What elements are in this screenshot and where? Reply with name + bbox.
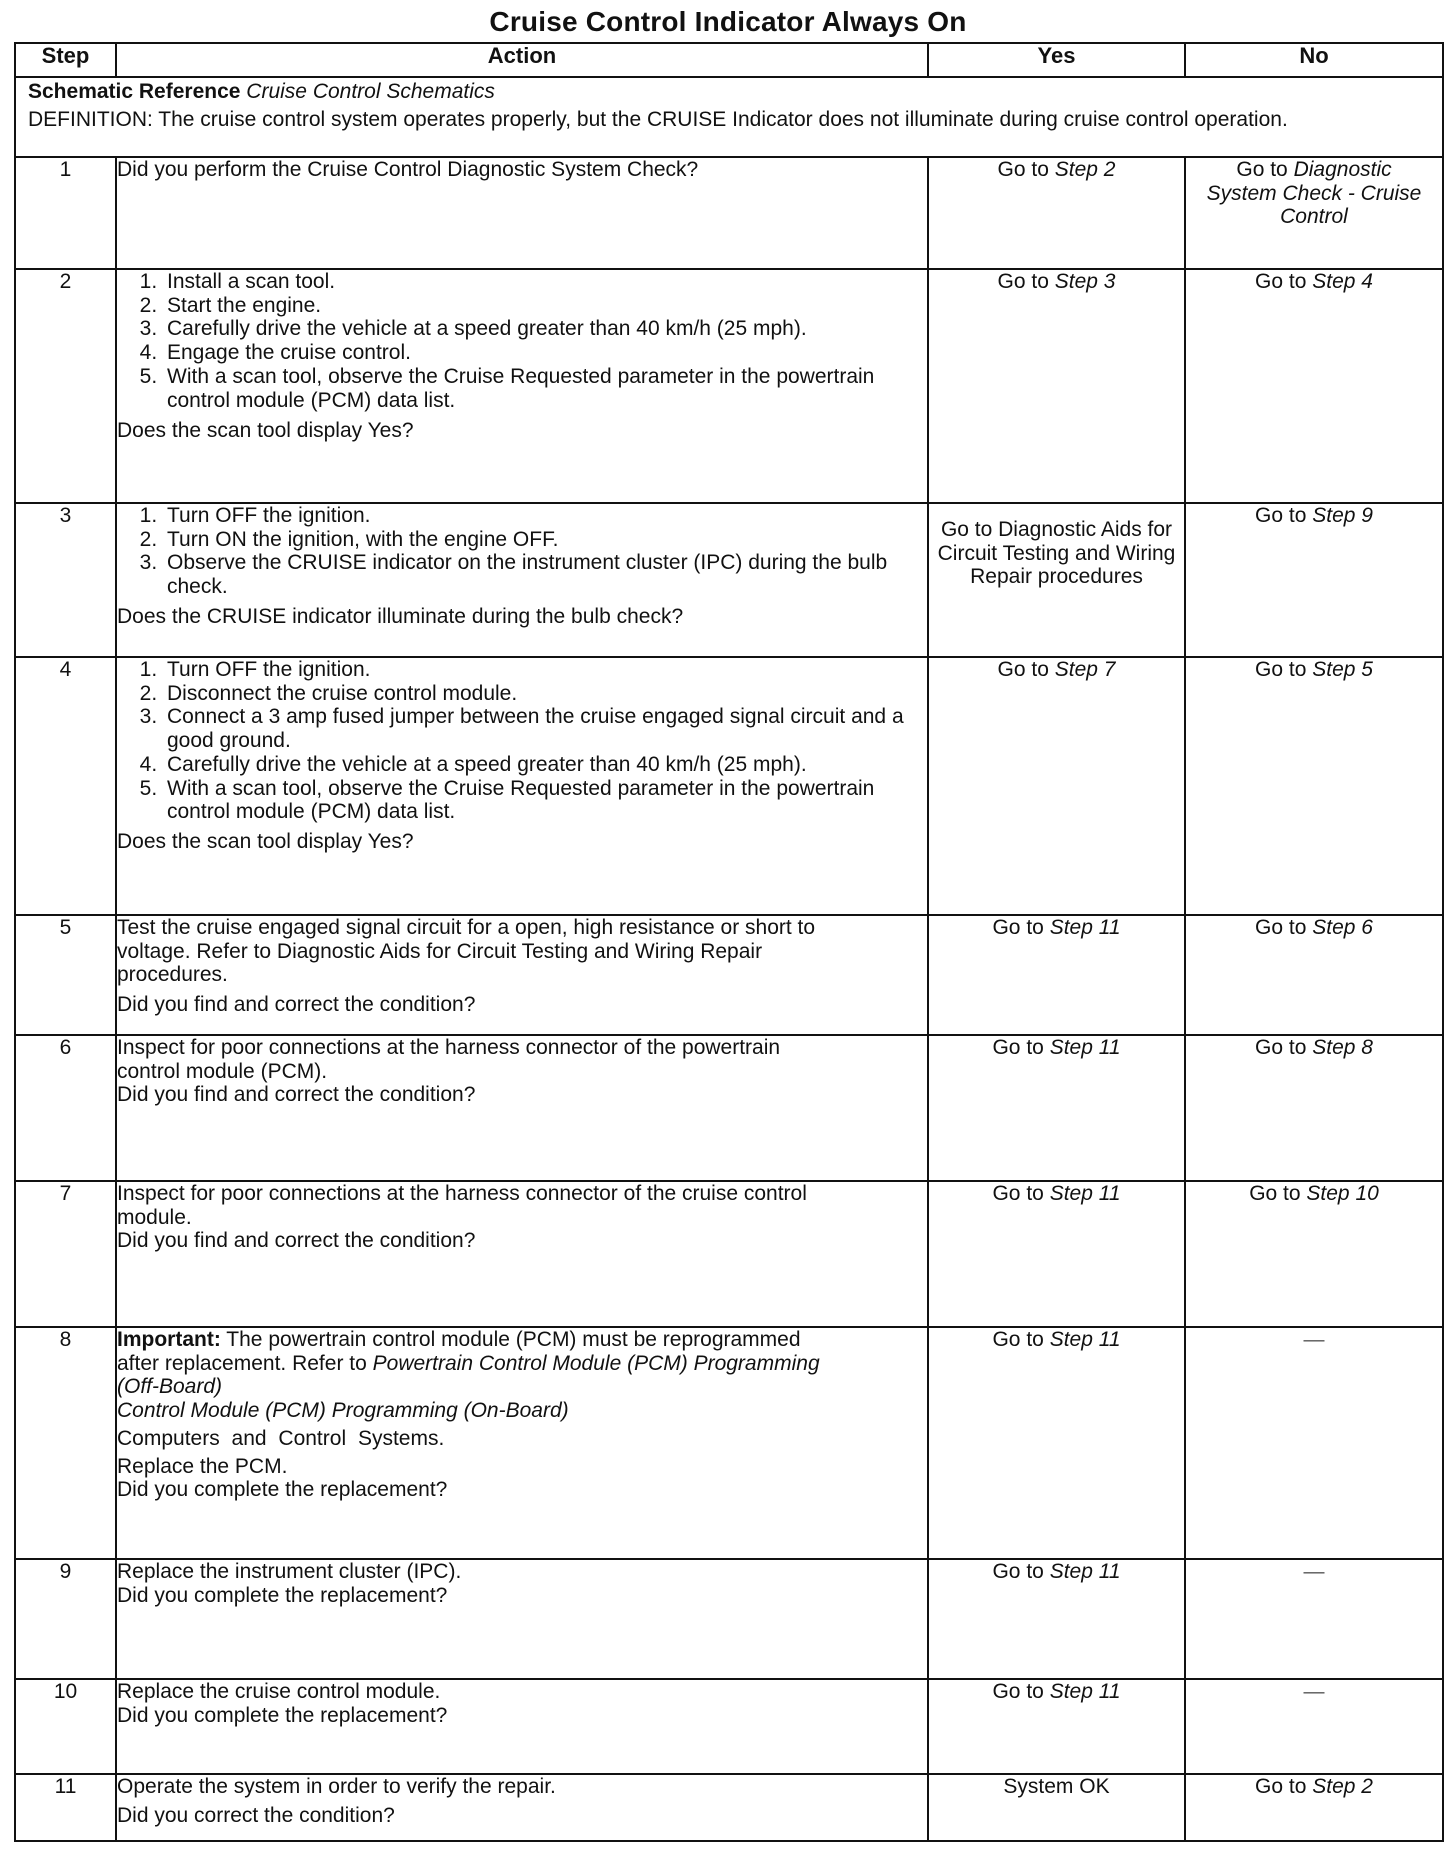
yes-prefix: Go to xyxy=(997,658,1049,681)
question: Did you perform the Cruise Control Diagnostic System Check? xyxy=(117,158,699,181)
table-row xyxy=(15,1181,1443,1327)
question: Did you complete the replacement? xyxy=(117,1478,448,1502)
no-cell xyxy=(1185,1181,1443,1327)
no-target-link: Step 2 xyxy=(1312,1775,1373,1798)
instruction-text: Inspect for poor connections at the harness connector of the powertrain control module (PCM). xyxy=(117,1036,781,1083)
important-note xyxy=(117,1328,927,1399)
list-item: 2. Disconnect the cruise control module. xyxy=(163,682,927,706)
important-label: Important: xyxy=(117,1328,221,1351)
schematic-reference xyxy=(28,80,1430,104)
schematic-ref-link: Cruise Control Schematics xyxy=(246,80,495,103)
no-cell xyxy=(1185,269,1443,503)
header-no: No xyxy=(1185,43,1443,77)
no-prefix: Go to xyxy=(1255,916,1307,939)
definition-text: DEFINITION: The cruise control system operates properly, but the CRUISE Indicator does not illuminate during cruise control operation. xyxy=(28,107,1288,131)
yes-prefix: Go to xyxy=(992,1182,1044,1205)
table-row xyxy=(15,503,1443,657)
yes-cell xyxy=(928,269,1185,503)
yes-target-link: Step 11 xyxy=(1049,1036,1121,1059)
schematic-row xyxy=(15,77,1443,157)
no-prefix: Go to xyxy=(1255,1775,1307,1798)
action-cell xyxy=(116,1181,928,1327)
no-cell xyxy=(1185,657,1443,915)
question: Did you correct the condition? xyxy=(117,1803,395,1827)
yes-target-link: Step 3 xyxy=(1054,270,1116,293)
no-cell xyxy=(1185,503,1443,657)
step-number: 2 xyxy=(15,269,116,503)
yes-cell xyxy=(928,1559,1185,1679)
yes-cell xyxy=(928,915,1185,1035)
yes-target-link: Step 11 xyxy=(1049,1560,1121,1583)
step-number: 11 xyxy=(15,1774,116,1841)
list-item: 4. Carefully drive the vehicle at a speed greater than 40 km/h (25 mph). xyxy=(163,753,927,777)
table-row xyxy=(15,1774,1443,1841)
table-row xyxy=(15,1679,1443,1774)
yes-target-link: Step 11 xyxy=(1049,916,1121,939)
no-cell xyxy=(1185,1774,1443,1841)
list-item: 3. Carefully drive the vehicle at a speed greater than 40 km/h (25 mph). xyxy=(163,317,927,341)
no-cell xyxy=(1185,1679,1443,1774)
table-row xyxy=(15,1327,1443,1559)
list-item: 2. Start the engine. xyxy=(163,294,927,318)
header-step: Step xyxy=(15,43,116,77)
instruction-list xyxy=(117,270,927,412)
header-row xyxy=(15,43,1443,77)
action-cell xyxy=(116,657,928,915)
no-target-link: Step 10 xyxy=(1306,1182,1379,1205)
no-cell xyxy=(1185,915,1443,1035)
yes-cell xyxy=(928,1035,1185,1181)
action-cell xyxy=(116,1035,928,1181)
instruction-text: Replace the instrument cluster (IPC). xyxy=(117,1560,462,1583)
question: Did you find and correct the condition? xyxy=(117,1083,476,1107)
list-item: 1. Turn OFF the ignition. xyxy=(163,504,927,528)
instruction-text: Computers and Control Systems. xyxy=(117,1426,445,1450)
schematic-label: Schematic Reference xyxy=(28,80,241,103)
table-row xyxy=(15,1559,1443,1679)
list-item: 2. Turn ON the ignition, with the engine OFF. xyxy=(163,528,927,552)
header-action: Action xyxy=(116,43,928,77)
no-prefix: Go to xyxy=(1255,658,1307,681)
yes-prefix: Go to xyxy=(992,1680,1044,1703)
important-text: The powertrain control module (PCM) must be reprogrammed after replacement. Refer to xyxy=(117,1328,801,1375)
list-item: 3. Observe the CRUISE indicator on the instrument cluster (IPC) during the bulb check. xyxy=(163,551,927,598)
yes-target-link: Step 11 xyxy=(1049,1680,1121,1703)
yes-target-link: Step 11 xyxy=(1049,1182,1121,1205)
table-row xyxy=(15,269,1443,503)
instruction-list xyxy=(117,504,927,599)
no-dash: — xyxy=(1303,1680,1325,1703)
question: Does the scan tool display Yes? xyxy=(117,419,414,443)
action-cell xyxy=(116,1679,928,1774)
table-row xyxy=(15,657,1443,915)
yes-cell xyxy=(928,657,1185,915)
question: Did you find and correct the condition? xyxy=(117,1229,476,1253)
page-title: Cruise Control Indicator Always On xyxy=(489,6,967,37)
action-cell xyxy=(116,269,928,503)
yes-cell xyxy=(928,503,1185,657)
instruction-text: Inspect for poor connections at the harness connector of the cruise control module. xyxy=(117,1182,807,1229)
yes-target-link: Go to Diagnostic Aids for Circuit Testing and Wiring Repair procedures xyxy=(937,518,1176,589)
table-row xyxy=(15,157,1443,269)
question: Does the CRUISE indicator illuminate during the bulb check? xyxy=(117,604,684,628)
step-number: 7 xyxy=(15,1181,116,1327)
yes-result: System OK xyxy=(1003,1775,1110,1798)
important-ref-link: Powertrain Control Module (PCM) Programming (Off-Board) xyxy=(117,1351,820,1399)
yes-prefix: Go to xyxy=(992,1328,1044,1351)
table-row xyxy=(15,915,1443,1035)
no-target-link: Step 8 xyxy=(1312,1036,1373,1059)
no-cell xyxy=(1185,1327,1443,1559)
yes-cell xyxy=(928,1774,1185,1841)
step-number: 4 xyxy=(15,657,116,915)
instruction-text: Test the cruise engaged signal circuit for a open, high resistance or short to voltage. Refer to Diagnostic Aids for Circuit Testing and Wiring Repair procedures. xyxy=(117,916,816,987)
no-cell xyxy=(1185,1559,1443,1679)
step-number: 1 xyxy=(15,157,116,269)
action-cell xyxy=(116,503,928,657)
question: Did you find and correct the condition? xyxy=(117,993,476,1017)
step-number: 8 xyxy=(15,1327,116,1559)
no-target-link: Step 5 xyxy=(1312,658,1373,681)
list-item: 1. Turn OFF the ignition. xyxy=(163,658,927,682)
no-target-link: Step 4 xyxy=(1312,270,1373,293)
no-cell xyxy=(1185,1035,1443,1181)
no-target-link: Step 6 xyxy=(1312,916,1373,939)
yes-prefix: Go to xyxy=(992,1560,1044,1583)
yes-target-link: Step 2 xyxy=(1054,158,1116,181)
instruction-list xyxy=(117,658,927,824)
no-target-link: Diagnostic System Check - Cruise Control xyxy=(1206,158,1422,229)
list-item: 1. Install a scan tool. xyxy=(163,270,927,294)
step-number: 9 xyxy=(15,1559,116,1679)
instruction-text: Replace the cruise control module. xyxy=(117,1680,441,1703)
list-item: 3. Connect a 3 amp fused jumper between the cruise engaged signal circuit and a good ground. xyxy=(163,705,927,752)
diagnostic-table xyxy=(14,42,1444,1842)
no-prefix: Go to xyxy=(1255,504,1307,527)
instruction-text: Operate the system in order to verify the repair. xyxy=(117,1775,556,1798)
step-number: 10 xyxy=(15,1679,116,1774)
action-cell xyxy=(116,157,928,269)
yes-prefix: Go to xyxy=(997,270,1049,293)
list-item: 5. With a scan tool, observe the Cruise Requested parameter in the powertrain control module (PCM) data list. xyxy=(163,777,927,824)
yes-prefix: Go to xyxy=(992,916,1044,939)
no-dash: — xyxy=(1303,1560,1325,1583)
no-dash: — xyxy=(1303,1328,1325,1351)
step-number: 5 xyxy=(15,915,116,1035)
no-target-link: Step 9 xyxy=(1312,504,1373,527)
list-item: 4. Engage the cruise control. xyxy=(163,341,927,365)
yes-target-link: Step 11 xyxy=(1049,1328,1121,1351)
table-row xyxy=(15,1035,1443,1181)
header-yes: Yes xyxy=(928,43,1185,77)
question: Does the scan tool display Yes? xyxy=(117,830,414,854)
schematic-cell xyxy=(15,77,1443,157)
yes-prefix: Go to xyxy=(997,158,1049,181)
yes-prefix: Go to xyxy=(992,1036,1044,1059)
action-cell xyxy=(116,1327,928,1559)
action-cell xyxy=(116,1559,928,1679)
instruction-text: Replace the PCM. xyxy=(117,1454,288,1478)
question: Did you complete the replacement? xyxy=(117,1583,448,1607)
action-cell xyxy=(116,1774,928,1841)
no-cell xyxy=(1185,157,1443,269)
action-cell xyxy=(116,915,928,1035)
step-number: 3 xyxy=(15,503,116,657)
yes-target-link: Step 7 xyxy=(1054,658,1116,681)
no-prefix: Go to xyxy=(1249,1182,1301,1205)
no-prefix: Go to xyxy=(1255,270,1307,293)
list-item: 5. With a scan tool, observe the Cruise Requested parameter in the powertrain control module (PCM) data list. xyxy=(163,365,927,412)
yes-cell xyxy=(928,1679,1185,1774)
no-prefix: Go to xyxy=(1236,158,1288,181)
yes-cell xyxy=(928,157,1185,269)
yes-cell xyxy=(928,1181,1185,1327)
no-prefix: Go to xyxy=(1255,1036,1307,1059)
yes-cell xyxy=(928,1327,1185,1559)
important-ref-link: Control Module (PCM) Programming (On-Board) xyxy=(117,1399,569,1423)
step-number: 6 xyxy=(15,1035,116,1181)
question: Did you complete the replacement? xyxy=(117,1703,448,1727)
